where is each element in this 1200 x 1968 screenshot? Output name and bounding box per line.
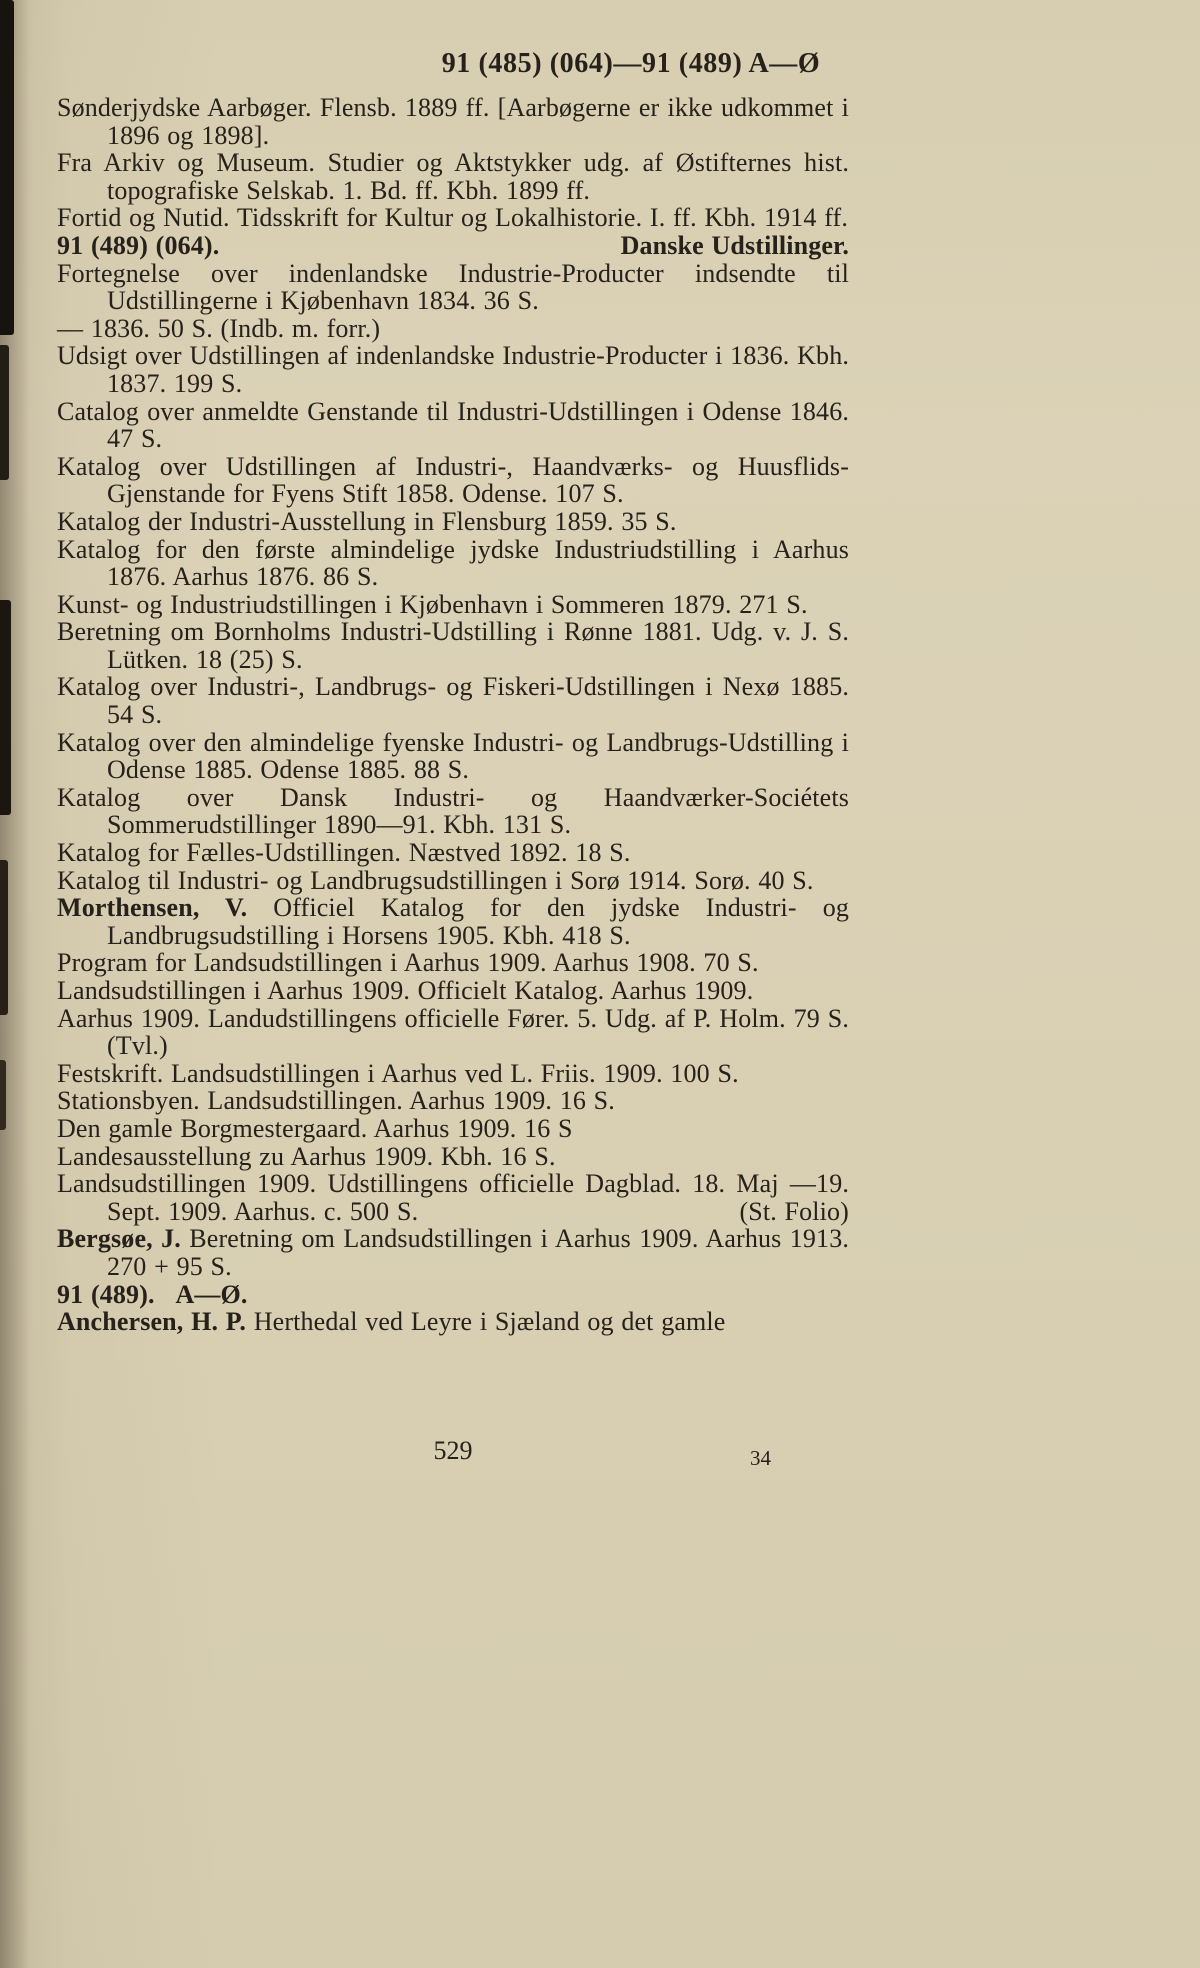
- entry-body-text: Katalog over den almindelige fyenske Industri- og Landbrugs-Udstilling i Odense 1885. Odense 1885. 88 S.: [57, 727, 849, 785]
- entry-body-text: Fra Arkiv og Museum. Studier og Aktstykker udg. af Østifternes hist. topografiske Selskab. 1. Bd. ff. Kbh. 1899 ff.: [57, 148, 849, 205]
- scan-gutter-artifact: [0, 600, 11, 815]
- bibliography-entry: [57, 1087, 849, 1115]
- entry-body-text: — 1836. 50 S. (Indb. m. forr.): [57, 313, 381, 343]
- entry-body-text: Fortegnelse over indenlandske Industrie-Producter indsendte til Udstillingerne i Kjøbenhavn 1834. 36 S.: [57, 258, 849, 316]
- entry-body-text: Katalog over Industri-, Landbrugs- og Fiskeri-Udstillingen i Nexø 1885. 54 S.: [57, 672, 849, 730]
- entry-body-text: Landsudstillingen 1909. Udstillingens officielle Dagblad. 18. Maj —19. Sept. 1909. Aarhus. c. 500 S.: [57, 1169, 849, 1226]
- entry-body-text: Udsigt over Udstillingen af indenlandske Industrie-Producter i 1836. Kbh. 1837. 199 S.: [57, 341, 849, 398]
- bibliography-entry: [57, 536, 849, 591]
- signature-mark: 34: [750, 1446, 771, 1470]
- entry-body-text: Beretning om Landsudstillingen i Aarhus 1909. Aarhus 1913. 270 + 95 S.: [107, 1224, 849, 1281]
- bibliography-entry: [57, 1143, 849, 1171]
- entry-body-text: Program for Landsudstillingen i Aarhus 1909. Aarhus 1908. 70 S.: [57, 948, 759, 978]
- bibliography-entry: [57, 315, 849, 343]
- scan-gutter-artifact: [0, 345, 9, 480]
- entry-body-text: Katalog for den første almindelige jydske Industriudstilling i Aarhus 1876. Aarhus 1876. 86 S.: [57, 534, 849, 592]
- entry-right-aligned-text: (St. Folio): [739, 1196, 849, 1226]
- entry-body-text: Katalog over Dansk Industri- og Haandværker-Sociétets Sommerudstillinger 1890—91. Kbh. 131 S.: [57, 782, 849, 840]
- bibliography-entry: [57, 673, 849, 728]
- bibliography-entry: [57, 729, 849, 784]
- bibliography-entry: [57, 839, 849, 867]
- bibliography-entry: [57, 784, 849, 839]
- entry-body-text: Katalog for Fælles-Udstillingen. Næstved 1892. 18 S.: [57, 838, 631, 868]
- bibliography-entry: [57, 94, 849, 149]
- bibliography-entry: [57, 591, 849, 619]
- entry-body-text: Officiel Katalog for den jydske Industri- og Landbrugsudstilling i Horsens 1905. Kbh. 418 S.: [107, 893, 849, 950]
- entry-body-text: Herthedal ved Leyre i Sjæland og det gamle: [246, 1307, 726, 1337]
- entry-body-text: Kunst- og Industriudstillingen i Kjøbenhavn i Sommeren 1879. 271 S.: [57, 589, 808, 619]
- entry-body-text: Catalog over anmeldte Genstande til Industri-Udstillingen i Odense 1846. 47 S.: [57, 396, 849, 454]
- bibliography-entry: [57, 1115, 849, 1143]
- entry-lead-text: Anchersen, H. P.: [57, 1307, 247, 1337]
- bibliography-entry: [57, 894, 849, 949]
- entry-lead-text: 91 (489).: [57, 1279, 155, 1309]
- bibliography-entry: [57, 1170, 849, 1225]
- entry-lead-text: Morthensen, V.: [57, 893, 248, 923]
- scan-gutter-artifact: [0, 860, 8, 1015]
- bibliography-entry: [57, 204, 849, 232]
- entry-body-text: Katalog til Industri- og Landbrugsudstillingen i Sorø 1914. Sorø. 40 S.: [57, 865, 814, 895]
- page-number: 529: [433, 1436, 473, 1465]
- bibliography-entry: [57, 149, 849, 204]
- running-head: [0, 48, 1200, 80]
- entry-right-aligned-text: Danske Udstillinger.: [620, 230, 849, 260]
- entry-body-text: Festskrift. Landsudstillingen i Aarhus ved L. Friis. 1909. 100 S.: [57, 1058, 739, 1088]
- bibliography-entry: [57, 232, 849, 260]
- entry-body-text: Stationsbyen. Landsudstillingen. Aarhus 1909. 16 S.: [57, 1086, 615, 1116]
- entry-body-text: Sønderjydske Aarbøger. Flensb. 1889 ff. [Aarbøgerne er ikke udkommet i 1896 og 1898].: [57, 93, 849, 150]
- bibliography-entry: [57, 618, 849, 673]
- bibliography-entry: [57, 1225, 849, 1280]
- entry-body-text: Den gamle Borgmestergaard. Aarhus 1909. 16 S: [57, 1113, 573, 1143]
- bibliography-entry: [57, 453, 849, 508]
- entry-body-text: Katalog der Industri-Ausstellung in Flensburg 1859. 35 S.: [57, 506, 677, 536]
- entry-body-text: Landsudstillingen i Aarhus 1909. Officielt Katalog. Aarhus 1909.: [57, 976, 754, 1005]
- entry-body-text: Landesausstellung zu Aarhus 1909. Kbh. 16 S.: [57, 1141, 556, 1171]
- bibliography-entry: [57, 260, 849, 315]
- bibliography-entry: [57, 1281, 849, 1309]
- entry-body-text: Fortid og Nutid. Tidsskrift for Kultur og Lokalhistorie. I. ff. Kbh. 1914 ff.: [57, 203, 849, 233]
- running-head-text: 91 (485) (064)—91 (489) A—Ø: [441, 48, 821, 79]
- entry-body-text: Aarhus 1909. Landudstillingens officielle Fører. 5. Udg. af P. Holm. 79 S. (Tvl.): [57, 1003, 849, 1061]
- bibliography-entries: [57, 94, 849, 1336]
- entry-body-text: Katalog over Udstillingen af Industri-, Haandværks- og Huusflids-Gjenstande for Fyens Stift 1858. Odense. 107 S.: [57, 451, 849, 509]
- bibliography-entry: [57, 867, 849, 895]
- entry-lead-text: 91 (489) (064).: [57, 230, 220, 260]
- bibliography-entry: [57, 977, 849, 1005]
- entry-body-text: A—Ø.: [154, 1279, 248, 1309]
- entry-body-text: Beretning om Bornholms Industri-Udstilling i Rønne 1881. Udg. v. J. S. Lütken. 18 (25) S.: [57, 617, 849, 674]
- bibliography-entry: [57, 1308, 849, 1336]
- scan-gutter-artifact: [0, 1060, 6, 1130]
- bibliography-entry: [57, 949, 849, 977]
- entry-lead-text: Bergsøe, J.: [57, 1224, 181, 1254]
- bibliography-entry: [57, 1060, 849, 1088]
- bibliography-entry: [57, 508, 849, 536]
- bibliography-entry: [57, 398, 849, 453]
- bibliography-entry: [57, 342, 849, 397]
- bibliography-entry: [57, 1005, 849, 1060]
